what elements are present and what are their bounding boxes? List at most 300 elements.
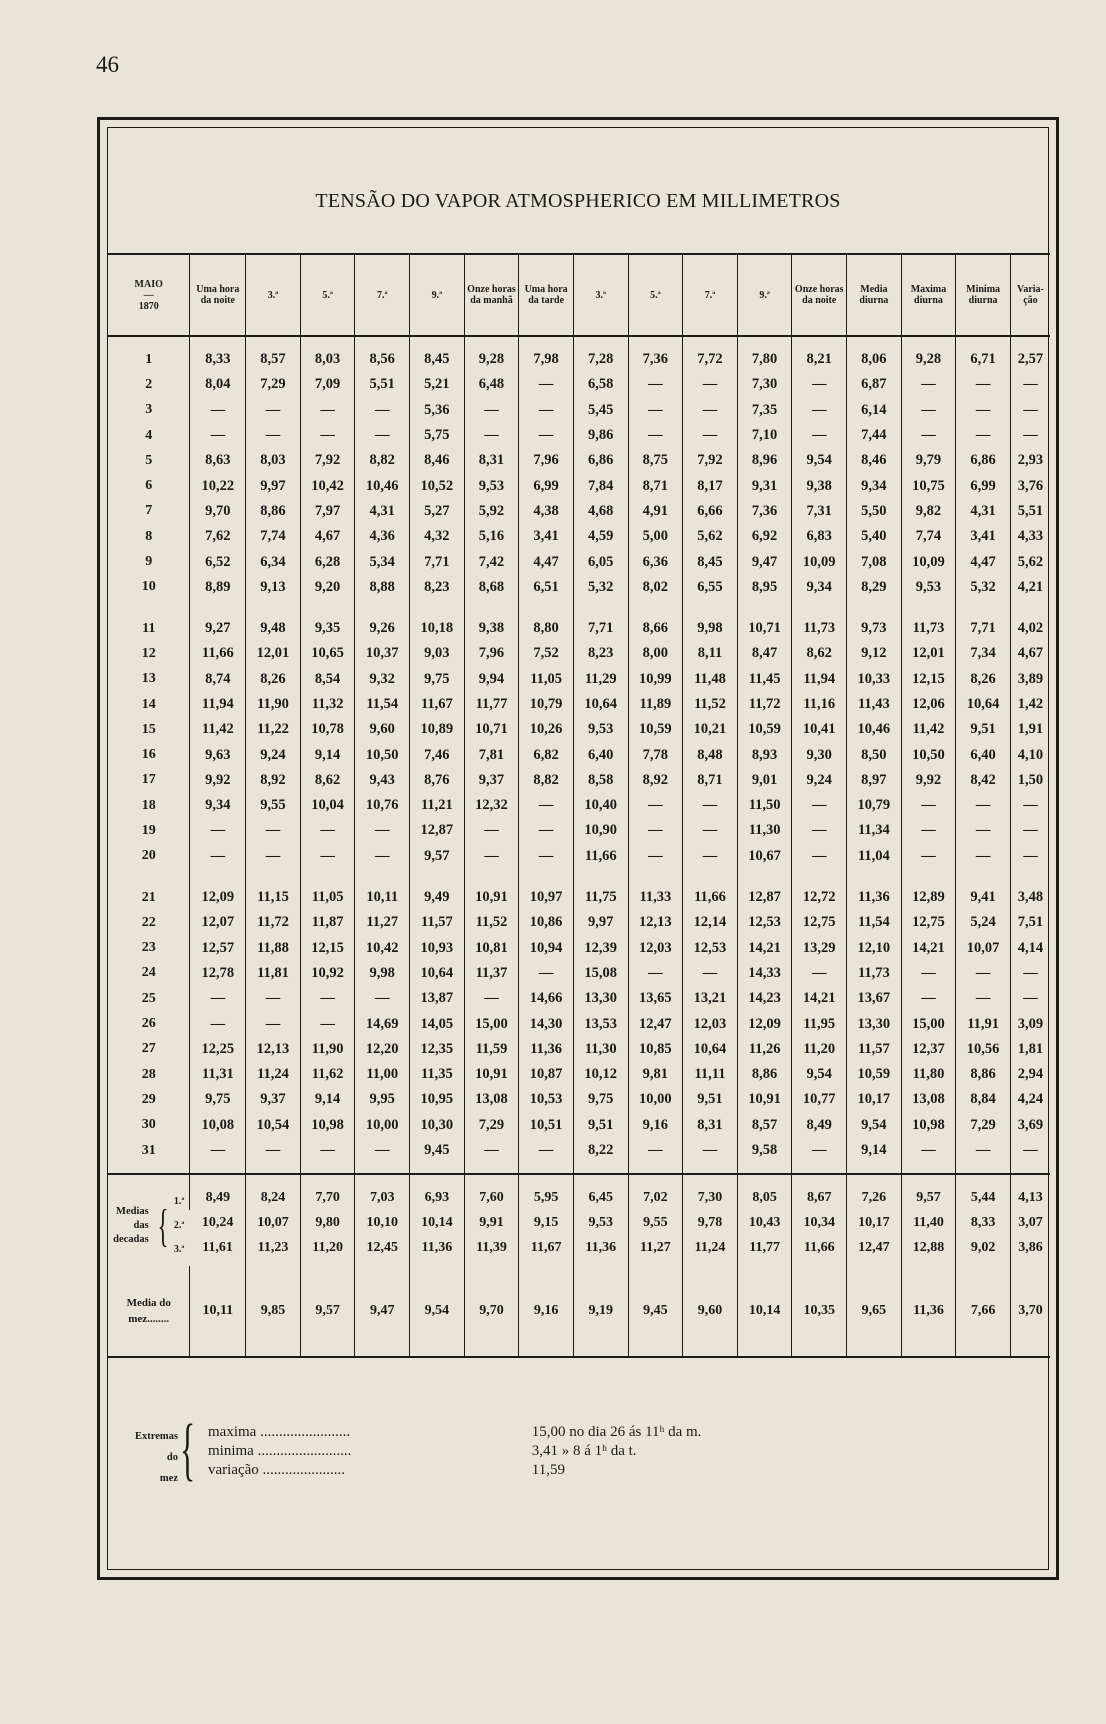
table-row — [108, 692, 1050, 717]
value-cell: — — [683, 844, 738, 869]
value-cell: — — [901, 398, 956, 423]
value-cell: — — [519, 961, 574, 986]
table-row — [108, 742, 1050, 767]
value-cell: — — [792, 961, 847, 986]
value-cell: 9,35 — [300, 600, 355, 641]
value-cell: 2,94 — [1010, 1062, 1050, 1087]
value-cell: 11,66 — [573, 844, 628, 869]
value-cell: 11,30 — [737, 818, 792, 843]
value-cell: 9,53 — [464, 473, 519, 498]
value-cell: — — [464, 398, 519, 423]
value-cell: — — [792, 398, 847, 423]
value-cell: 8,47 — [737, 641, 792, 666]
value-cell: 7,78 — [628, 742, 683, 767]
decada-value-cell: 11,24 — [683, 1235, 738, 1266]
decada-value-cell: 7,70 — [300, 1174, 355, 1210]
value-cell: 11,42 — [190, 717, 246, 742]
extremas-block — [128, 1411, 1028, 1498]
value-cell: 11,54 — [355, 692, 410, 717]
value-cell: 10,21 — [683, 717, 738, 742]
value-cell: 11,52 — [683, 692, 738, 717]
value-cell: 4,24 — [1010, 1087, 1050, 1112]
value-cell: — — [1010, 961, 1050, 986]
table-inner-frame — [107, 127, 1049, 1570]
decada-row — [108, 1235, 1050, 1266]
value-cell: 9,30 — [792, 742, 847, 767]
media-mes-value-cell: 9,19 — [573, 1266, 628, 1357]
value-cell: 9,41 — [956, 869, 1011, 910]
value-cell: 6,83 — [792, 524, 847, 549]
value-cell: 12,07 — [190, 910, 246, 935]
value-cell: 9,27 — [190, 600, 246, 641]
value-cell: 13,30 — [847, 1011, 902, 1036]
table-row — [108, 336, 1050, 372]
decada-value-cell: 10,07 — [246, 1210, 301, 1235]
value-cell: 11,94 — [792, 667, 847, 692]
value-cell: 9,81 — [628, 1062, 683, 1087]
value-cell: — — [628, 423, 683, 448]
value-cell: 4,33 — [1010, 524, 1050, 549]
header-col: 5.ª — [628, 254, 683, 336]
value-cell: 11,05 — [519, 667, 574, 692]
value-cell: — — [190, 1138, 246, 1174]
value-cell: — — [246, 986, 301, 1011]
page-title: TENSÃO DO VAPOR ATMOSPHERICO EM MILLIMETROS — [315, 190, 841, 212]
value-cell: 11,15 — [246, 869, 301, 910]
value-cell: 8,26 — [246, 667, 301, 692]
value-cell: 5,51 — [355, 372, 410, 397]
value-cell: 11,72 — [737, 692, 792, 717]
value-cell: 6,40 — [956, 742, 1011, 767]
value-cell: 11,66 — [683, 869, 738, 910]
day-cell: 21 — [141, 889, 156, 905]
value-cell: 7,36 — [628, 336, 683, 372]
value-cell: 8,45 — [410, 336, 465, 372]
value-cell: 11,16 — [792, 692, 847, 717]
value-cell: 8,82 — [519, 768, 574, 793]
value-cell: — — [792, 372, 847, 397]
value-cell: 10,64 — [956, 692, 1011, 717]
decada-value-cell: 7,03 — [355, 1174, 410, 1210]
value-cell: 4,31 — [956, 499, 1011, 524]
extrema-row — [208, 1442, 701, 1461]
value-cell: 11,67 — [410, 692, 465, 717]
extrema-value: 3,41 » 8 á 1ʰ da t. — [531, 1443, 637, 1459]
value-cell: 8,57 — [737, 1113, 792, 1138]
value-cell: 9,92 — [901, 768, 956, 793]
value-cell: 12,14 — [683, 910, 738, 935]
value-cell: 12,35 — [410, 1037, 465, 1062]
decada-row — [108, 1210, 1050, 1235]
value-cell: 10,98 — [300, 1113, 355, 1138]
media-mes-label-line: Media do — [126, 1297, 171, 1310]
value-cell: 8,54 — [300, 667, 355, 692]
day-cell: 6 — [145, 478, 153, 494]
table-row — [108, 372, 1050, 397]
value-cell: 11,27 — [355, 910, 410, 935]
value-cell: 13,08 — [901, 1087, 956, 1112]
value-cell: 11,30 — [573, 1037, 628, 1062]
value-cell: 8,93 — [737, 742, 792, 767]
value-cell: 5,24 — [956, 910, 1011, 935]
value-cell: — — [792, 423, 847, 448]
extrema-row — [208, 1423, 701, 1442]
value-cell: 8,03 — [246, 448, 301, 473]
value-cell: 9,24 — [246, 742, 301, 767]
value-cell: — — [519, 423, 574, 448]
value-cell: 10,42 — [300, 473, 355, 498]
value-cell: — — [300, 844, 355, 869]
value-cell: 8,56 — [355, 336, 410, 372]
decada-number: 3.ª — [173, 1243, 185, 1255]
value-cell: — — [190, 986, 246, 1011]
value-cell: — — [300, 423, 355, 448]
value-cell: 8,00 — [628, 641, 683, 666]
table-row — [108, 600, 1050, 641]
value-cell: 3,69 — [1010, 1113, 1050, 1138]
value-cell: — — [355, 398, 410, 423]
value-cell: 7,92 — [300, 448, 355, 473]
header-col: 5.ª — [300, 254, 355, 336]
media-mes-value-cell: 7,66 — [956, 1266, 1011, 1357]
decada-value-cell: 8,33 — [956, 1210, 1011, 1235]
table-row — [108, 1037, 1050, 1062]
page-number: 46 — [96, 52, 119, 77]
value-cell: — — [519, 818, 574, 843]
brace-glyph: { — [157, 1199, 169, 1251]
media-mes-value-cell: 9,85 — [246, 1266, 301, 1357]
table-row — [108, 961, 1050, 986]
value-cell: 6,36 — [628, 549, 683, 574]
decada-value-cell: 3,07 — [1010, 1210, 1050, 1235]
decada-value-cell: 8,67 — [792, 1174, 847, 1210]
value-cell: 6,34 — [246, 549, 301, 574]
value-cell: 9,24 — [792, 768, 847, 793]
media-mes-label — [108, 1266, 190, 1357]
value-cell: — — [901, 986, 956, 1011]
value-cell: 8,68 — [464, 575, 519, 600]
decada-value-cell: 11,39 — [464, 1235, 519, 1266]
value-cell: 11,91 — [956, 1011, 1011, 1036]
value-cell: 12,15 — [300, 936, 355, 961]
value-cell: 8,22 — [573, 1138, 628, 1174]
value-cell: 1,42 — [1010, 692, 1050, 717]
value-cell: 10,30 — [410, 1113, 465, 1138]
value-cell: 12,53 — [683, 936, 738, 961]
value-cell: 1,91 — [1010, 717, 1050, 742]
decada-value-cell: 10,10 — [355, 1210, 410, 1235]
value-cell: 11,90 — [300, 1037, 355, 1062]
value-cell: 8,84 — [956, 1087, 1011, 1112]
value-cell: 8,23 — [573, 641, 628, 666]
value-cell: 12,25 — [190, 1037, 246, 1062]
value-cell: 3,48 — [1010, 869, 1050, 910]
value-cell: 9,03 — [410, 641, 465, 666]
value-cell: — — [956, 423, 1011, 448]
value-cell: 9,53 — [573, 717, 628, 742]
value-cell: 10,00 — [355, 1113, 410, 1138]
value-cell: 5,36 — [410, 398, 465, 423]
decada-value-cell: 5,95 — [519, 1174, 574, 1210]
table-row — [108, 549, 1050, 574]
value-cell: 10,93 — [410, 936, 465, 961]
value-cell: 8,82 — [355, 448, 410, 473]
value-cell: 4,36 — [355, 524, 410, 549]
value-cell: 11,05 — [300, 869, 355, 910]
value-cell: 10,37 — [355, 641, 410, 666]
value-cell: 11,35 — [410, 1062, 465, 1087]
value-cell: 11,00 — [355, 1062, 410, 1087]
media-mes-value-cell: 11,36 — [901, 1266, 956, 1357]
header-col: 3.ª — [573, 254, 628, 336]
value-cell: 9,49 — [410, 869, 465, 910]
value-cell: 9,54 — [792, 1062, 847, 1087]
value-cell: 2,93 — [1010, 448, 1050, 473]
value-cell: 2,57 — [1010, 336, 1050, 372]
value-cell: 3,89 — [1010, 667, 1050, 692]
value-cell: 9,51 — [956, 717, 1011, 742]
value-cell: 10,91 — [737, 1087, 792, 1112]
value-cell: 8,75 — [628, 448, 683, 473]
value-cell: 11,26 — [737, 1037, 792, 1062]
value-cell: 12,13 — [246, 1037, 301, 1062]
value-cell: 8,63 — [190, 448, 246, 473]
extrema-label: maxima ........................ — [208, 1424, 351, 1440]
value-cell: 15,08 — [573, 961, 628, 986]
value-cell: 12,03 — [628, 936, 683, 961]
value-cell: 9,92 — [190, 768, 246, 793]
value-cell: 6,99 — [519, 473, 574, 498]
value-cell: 12,78 — [190, 961, 246, 986]
vapor-table — [108, 253, 1050, 1358]
value-cell: 7,09 — [300, 372, 355, 397]
value-cell: 8,89 — [190, 575, 246, 600]
value-cell: 12,13 — [628, 910, 683, 935]
value-cell: — — [300, 818, 355, 843]
value-cell: — — [683, 423, 738, 448]
value-cell: 10,76 — [355, 793, 410, 818]
value-cell: 12,75 — [901, 910, 956, 935]
value-cell: 10,79 — [519, 692, 574, 717]
value-cell: 12,87 — [410, 818, 465, 843]
value-cell: 8,50 — [847, 742, 902, 767]
value-cell: 6,14 — [847, 398, 902, 423]
value-cell: 11,43 — [847, 692, 902, 717]
value-cell: 13,30 — [573, 986, 628, 1011]
value-cell: — — [956, 1138, 1011, 1174]
table-row — [108, 717, 1050, 742]
value-cell: 4,67 — [1010, 641, 1050, 666]
value-cell: 6,55 — [683, 575, 738, 600]
value-cell: 10,79 — [847, 793, 902, 818]
value-cell: — — [519, 372, 574, 397]
value-cell: — — [1010, 1138, 1050, 1174]
value-cell: 10,59 — [847, 1062, 902, 1087]
value-cell: 8,97 — [847, 768, 902, 793]
value-cell: 12,15 — [901, 667, 956, 692]
value-cell: 10,09 — [901, 549, 956, 574]
value-cell: 10,08 — [190, 1113, 246, 1138]
value-cell: 13,67 — [847, 986, 902, 1011]
table-frame — [97, 117, 1059, 1580]
value-cell: 7,96 — [464, 641, 519, 666]
value-cell: 12,47 — [628, 1011, 683, 1036]
value-cell: 5,62 — [683, 524, 738, 549]
value-cell: 7,98 — [519, 336, 574, 372]
value-cell: 6,86 — [956, 448, 1011, 473]
day-cell: 12 — [141, 645, 156, 661]
value-cell: 9,13 — [246, 575, 301, 600]
day-cell: 15 — [141, 721, 156, 737]
value-cell: 7,29 — [246, 372, 301, 397]
value-cell: — — [464, 986, 519, 1011]
value-cell: 9,97 — [246, 473, 301, 498]
value-cell: 8,02 — [628, 575, 683, 600]
value-cell: 4,91 — [628, 499, 683, 524]
value-cell: 9,94 — [464, 667, 519, 692]
value-cell: 7,44 — [847, 423, 902, 448]
value-cell: 11,62 — [300, 1062, 355, 1087]
value-cell: 5,92 — [464, 499, 519, 524]
decada-value-cell: 9,53 — [573, 1210, 628, 1235]
day-cell: 13 — [141, 671, 156, 687]
value-cell: 12,89 — [901, 869, 956, 910]
decada-value-cell: 6,93 — [410, 1174, 465, 1210]
value-cell: 4,47 — [956, 549, 1011, 574]
value-cell: 9,54 — [847, 1113, 902, 1138]
value-cell: 4,31 — [355, 499, 410, 524]
value-cell: 8,76 — [410, 768, 465, 793]
value-cell: 6,58 — [573, 372, 628, 397]
value-cell: — — [355, 423, 410, 448]
day-cell: 18 — [141, 797, 156, 813]
decada-value-cell: 8,05 — [737, 1174, 792, 1210]
table-row — [108, 575, 1050, 600]
value-cell: 5,40 — [847, 524, 902, 549]
media-mes-row — [108, 1266, 1050, 1357]
header-col: 9.ª — [737, 254, 792, 336]
table-row — [108, 818, 1050, 843]
decada-value-cell: 5,44 — [956, 1174, 1011, 1210]
value-cell: 11,80 — [901, 1062, 956, 1087]
value-cell: — — [246, 1011, 301, 1036]
value-cell: 10,22 — [190, 473, 246, 498]
value-cell: 9,01 — [737, 768, 792, 793]
day-cell: 27 — [141, 1041, 156, 1057]
extrema-label: minima ......................... — [208, 1443, 352, 1459]
value-cell: 7,97 — [300, 499, 355, 524]
value-cell: 11,37 — [464, 961, 519, 986]
value-cell: — — [628, 844, 683, 869]
value-cell: 10,81 — [464, 936, 519, 961]
day-cell: 1 — [145, 351, 153, 367]
value-cell: 6,87 — [847, 372, 902, 397]
value-cell: 8,04 — [190, 372, 246, 397]
decada-value-cell: 7,60 — [464, 1174, 519, 1210]
value-cell: 8,48 — [683, 742, 738, 767]
value-cell: — — [464, 818, 519, 843]
decada-value-cell: 11,20 — [300, 1235, 355, 1266]
value-cell: 11,73 — [847, 961, 902, 986]
value-cell: 11,36 — [847, 869, 902, 910]
value-cell: 9,32 — [355, 667, 410, 692]
value-cell: 5,27 — [410, 499, 465, 524]
value-cell: 1,50 — [1010, 768, 1050, 793]
value-cell: — — [519, 398, 574, 423]
day-cell: 11 — [142, 620, 156, 636]
value-cell: 10,94 — [519, 936, 574, 961]
value-cell: 5,62 — [1010, 549, 1050, 574]
value-cell: 8,80 — [519, 600, 574, 641]
decada-value-cell: 9,80 — [300, 1210, 355, 1235]
value-cell: 11,59 — [464, 1037, 519, 1062]
value-cell: 7,71 — [410, 549, 465, 574]
value-cell: 11,42 — [901, 717, 956, 742]
value-cell: 11,95 — [792, 1011, 847, 1036]
value-cell: 5,75 — [410, 423, 465, 448]
table-row — [108, 641, 1050, 666]
value-cell: 9,14 — [300, 1087, 355, 1112]
value-cell: — — [1010, 818, 1050, 843]
value-cell: 12,06 — [901, 692, 956, 717]
decada-value-cell: 11,66 — [792, 1235, 847, 1266]
value-cell: 7,51 — [1010, 910, 1050, 935]
value-cell: 11,57 — [847, 1037, 902, 1062]
value-cell: 15,00 — [901, 1011, 956, 1036]
table-row — [108, 869, 1050, 910]
extrema-value: 11,59 — [531, 1462, 565, 1478]
value-cell: 10,91 — [464, 1062, 519, 1087]
value-cell: — — [1010, 844, 1050, 869]
value-cell: 10,71 — [464, 717, 519, 742]
value-cell: 12,09 — [190, 869, 246, 910]
value-cell: 10,92 — [300, 961, 355, 986]
value-cell: 11,11 — [683, 1062, 738, 1087]
media-mes-value-cell: 9,60 — [683, 1266, 738, 1357]
decada-value-cell: 10,17 — [847, 1210, 902, 1235]
value-cell: 11,87 — [300, 910, 355, 935]
value-cell: 8,46 — [847, 448, 902, 473]
value-cell: — — [792, 844, 847, 869]
value-cell: — — [683, 961, 738, 986]
value-cell: 1,81 — [1010, 1037, 1050, 1062]
value-cell: — — [901, 818, 956, 843]
value-cell: 11,50 — [737, 793, 792, 818]
decada-value-cell: 11,36 — [410, 1235, 465, 1266]
value-cell: 6,92 — [737, 524, 792, 549]
value-cell: 14,23 — [737, 986, 792, 1011]
value-cell: 14,33 — [737, 961, 792, 986]
value-cell: 9,54 — [792, 448, 847, 473]
value-cell: 7,46 — [410, 742, 465, 767]
value-cell: — — [246, 1138, 301, 1174]
value-cell: 10,00 — [628, 1087, 683, 1112]
value-cell: 11,48 — [683, 667, 738, 692]
value-cell: 10,95 — [410, 1087, 465, 1112]
value-cell: 7,10 — [737, 423, 792, 448]
value-cell: 9,75 — [573, 1087, 628, 1112]
media-mes-value-cell: 10,11 — [190, 1266, 246, 1357]
header-col: 9.ª — [410, 254, 465, 336]
header-col: 3.ª — [246, 254, 301, 336]
media-mes-value-cell: 9,70 — [464, 1266, 519, 1357]
day-cell: 17 — [141, 772, 156, 788]
value-cell: — — [246, 844, 301, 869]
decada-value-cell: 3,86 — [1010, 1235, 1050, 1266]
value-cell: 10,42 — [355, 936, 410, 961]
media-mes-value-cell: 9,45 — [628, 1266, 683, 1357]
value-cell: — — [683, 398, 738, 423]
